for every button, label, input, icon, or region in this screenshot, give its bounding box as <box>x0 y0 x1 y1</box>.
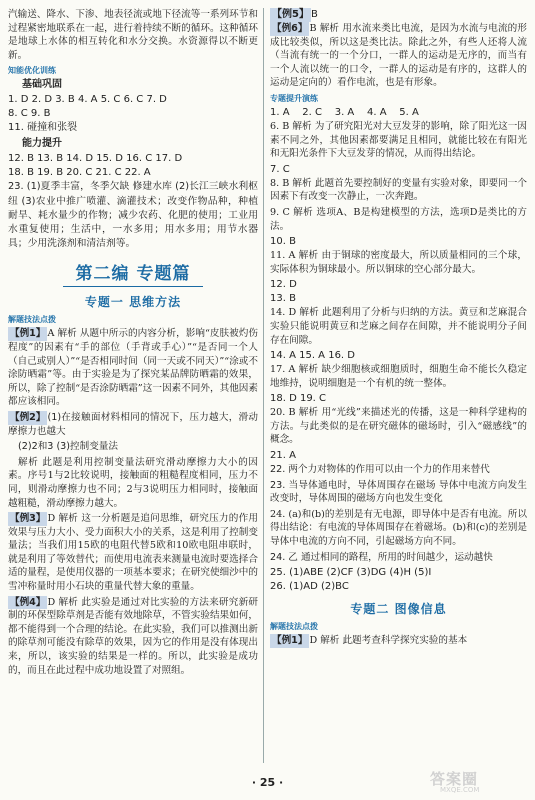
answer: 4. A <box>366 106 387 118</box>
answer: 1. A <box>270 106 290 118</box>
answer-paragraph: 14. D 解析 此题利用了分析与归纳的方法。黄豆和芝麻混合实验只能说明黄豆和芝麻之间存在间隙，并不能说明分子间存在间隙。 <box>270 307 527 346</box>
answer-paragraph: 9. C 解析 选项A、B是构建模型的方法，选项D是类比的方法。 <box>270 206 527 232</box>
answer-line: 25. (1)ABE (2)CF (3)DG (4)H (5)I <box>270 567 432 579</box>
example-5 <box>270 8 527 22</box>
answer-paragraph: 24. (a)和(b)的差别是有无电源，即导体中是否有电流。所以得出结论：有电流的导体周围存在着磁场。(b)和(c)的差别是导体中电流的方向不同，引起磁场方向不同。 <box>270 508 527 548</box>
example-text: (1)在接触面材料相同的情况下，压力越大，滑动摩擦力也越大 <box>8 411 258 437</box>
title-underline <box>63 286 203 287</box>
answer-paragraph: 17. A 解析 缺少细胞核或细胞质时，细胞生命不能长久稳定地维持，说明细胞是一个有机的统一整体。 <box>270 364 527 389</box>
page-number: · 25 · <box>251 776 284 789</box>
example-label: 【例1】 <box>10 328 46 340</box>
example-text: A 解析 从题中所示的内容分析，影响“皮肤被灼伤程度”的因素有“手的部位（手背或手心）”“是否同一个人（自己或别人）”“是否相同时间（同一天或不同天）”“涂或不涂防晒霜”等。由于实验是为了探究某品牌防晒霜的效果，所以，除了控制“是否涂防晒霜”这一因素不同外，其他因素都应该相同。 <box>8 328 258 408</box>
example-label: 【例6】 <box>272 23 308 34</box>
answer-line: 18. B 19. B 20. C 21. C 22. A <box>8 167 151 179</box>
answer-paragraph: 8. B 解析 此题首先要控制好的变量有实验对象，即要同一个因素下有改变一次静止，一次奔跑。 <box>270 177 527 203</box>
answer: 5. A <box>399 106 419 118</box>
example-label: 【例2】 <box>10 411 46 423</box>
answer-line: 13. B <box>270 293 296 305</box>
subheading: 能力提升 <box>22 138 62 150</box>
answer-paragraph: 22. 两个力对物体的作用可以由一个力的作用来替代 <box>270 464 490 476</box>
watermark-url: MXQE.COM <box>440 786 480 794</box>
answer: 2. C <box>302 106 322 118</box>
answer-paragraph: 11. A 解析 由于铜球的密度最大，所以质量相同的三个球，实际体积为铜球最小。所以铜球的空心部分最大。 <box>270 250 527 275</box>
section-heading: 解题技法点拨 <box>8 315 56 325</box>
subheading: 基础巩固 <box>22 79 62 91</box>
answer-line: 18. D 19. C <box>270 393 327 405</box>
column-divider <box>263 8 264 763</box>
answer-line <box>270 106 527 120</box>
example-2 <box>8 411 258 438</box>
answer-paragraph: 20. B 解析 用“光线”来描述光的传播，这是一种科学建构的方法。与此类似的是在研究磁体的磁场时，引入“磁感线”的概念。 <box>270 407 527 446</box>
answer-line: 1. D 2. D 3. B 4. A 5. C 6. C 7. D <box>8 94 167 106</box>
answer-paragraph: 23. (1)夏季丰富，冬季欠缺 修建水库 (2)长江三峡水利枢纽 (3)农业中推广喷灌、滴灌技术；改变作物品种，种植耐旱、耗水量少的作物；减少农药、化肥的使用；工业用水重复使用；生活中，一水多用；用水多用；用节水器具；少用洗涤剂和清洁剂等。 <box>8 181 258 250</box>
answer-paragraph: 24. 乙 通过相同的路程，所用的时间越少，运动越快 <box>270 551 493 563</box>
topic-title: 专题二 图像信息 <box>350 602 447 617</box>
answer-line: 8. C 9. B <box>8 108 51 120</box>
example-text: D 解析 这一分析题是追问思维，研究压力的作用效果与压力大小、受力面积大小的关系，这是利用了控制变量法；当我们用15欧的电阻代替5欧和10欧电阻串联时，就是利用了等效替代；而使用电流表来测量电流时要选择合适的量程，是使用仪器的一项基本要求；在研究使细沙中的雪冲称量时用小石块的重量代替大象的重量。 <box>8 513 258 593</box>
watermark-logo: 答案圈 <box>430 770 479 788</box>
paragraph: 汽输送、降水、下渗、地表径流或地下径流等一系列环节和过程紧密地联系在一起，进行着持续不断的循环。这种循环是地球上水体的相互转化和水分交换。水资源得以不断更新。 <box>8 9 258 61</box>
example-2-answer: (2)2和3 (3)控制变量法 <box>18 441 118 453</box>
section-heading: 知能优化训练 <box>8 66 56 76</box>
answer-line: 14. A 15. A 16. D <box>270 350 355 362</box>
example-text: B <box>310 9 318 20</box>
section-heading: 解题技法点拨 <box>270 622 318 632</box>
example-1 <box>8 327 258 409</box>
answer-line: 26. (1)AD (2)BC <box>270 581 349 593</box>
example-4 <box>8 596 258 678</box>
topic-title: 专题一 思维方法 <box>84 295 182 310</box>
page <box>8 8 527 778</box>
answer-paragraph: 6. B 解析 为了研究阳光对大豆发芽的影响，除了阳光这一因素不同之外，其他因素都要满足且相同，就能比较在有阳光和无阳光条件下大豆发芽的情况，从而得出结论。 <box>270 120 527 160</box>
example-3 <box>8 512 258 594</box>
answer-paragraph: 23. 当导体通电时，导体周围存在磁场 导体中电流方向发生改变时，导体周围的磁场方向也发生变化 <box>270 479 527 505</box>
left-column <box>8 8 258 679</box>
answer-line: 12. B 13. B 14. D 15. D 16. C 17. D <box>8 153 183 165</box>
answer-line: 12. D <box>270 279 297 291</box>
example-6 <box>270 22 527 90</box>
right-column <box>270 8 527 650</box>
answer-line: 10. B <box>270 236 296 248</box>
answer: 3. A <box>334 106 355 118</box>
answer-line: 21. A <box>270 450 296 462</box>
answer-line: 11. 碰撞和张裂 <box>8 122 78 134</box>
example-label: 【例3】 <box>10 513 46 525</box>
answer-line: 7. C <box>270 163 290 175</box>
example-label: 【例4】 <box>10 596 46 608</box>
example-label: 【例5】 <box>272 9 309 20</box>
example-text: D 解析 此题考查科学探究实验的基本 <box>309 635 468 647</box>
example-label: 【例1】 <box>272 635 308 647</box>
example-7 <box>270 634 527 648</box>
part-title: 第二编 专题篇 <box>75 264 191 285</box>
section-heading: 专题提升演练 <box>270 93 318 103</box>
example-text: B 解析 用水流来类比电流，是因为水流与电流的形成比较类似，所以这是类比法。除此之外，有些人还将人流（当流有统一的一个分口，一群人的运动是无序的，而当有一个人流以统一的口令，一群人的运动是有序的，这群人的运动是定向的）看作电流，也是有形象。 <box>270 23 527 89</box>
example-2-explanation: 解析 此题是利用控制变量法研究滑动摩擦力大小的因素。序号1与2比较说明，接触面的粗糙程度相同，压力不同，则滑动摩擦力也不同；2与3说明压力相同时，接触面越粗糙，滑动摩擦力越大。 <box>8 456 258 509</box>
example-text: D 解析 此实验是通过对比实验的方法来研究新研制的环保型除草剂是否能有效地除草，不管实验结果如何，都不能得到一个合理的结论。在此实验，我们可以推测出新的除草剂可能没有除草的效果，因为它的作用是没有体现出来，所以，该实验的结果是一样的。所以，此实验是成功的，而且在此过程中成功地设置了对照组。 <box>8 596 258 676</box>
